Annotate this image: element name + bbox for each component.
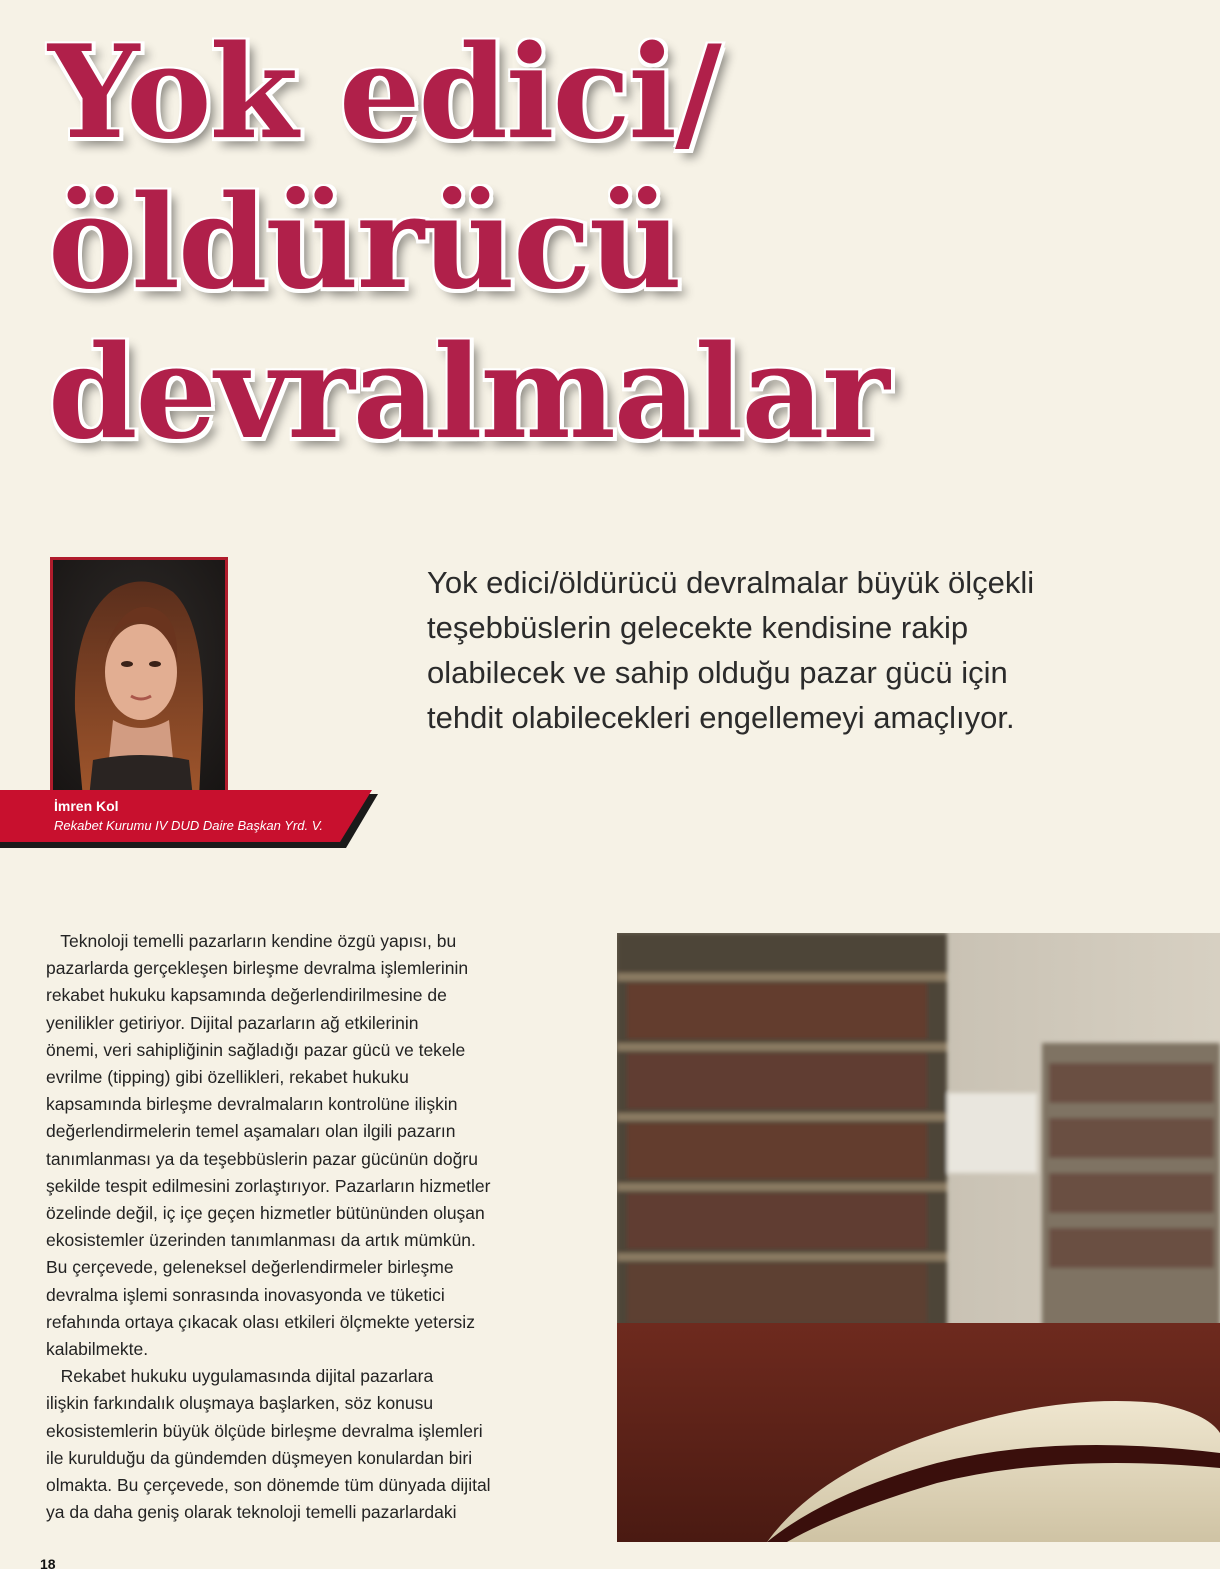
author-name: İmren Kol — [54, 798, 119, 814]
page-number: 18 — [40, 1556, 56, 1569]
body-line: ilişkin farkındalık oluşmaya başlarken, söz konusu — [46, 1393, 434, 1414]
body-line: değerlendirmelerin temel aşamaları olan ilgili pazarın — [46, 1121, 456, 1142]
body-line: kapsamında birleşme devralmaların kontrolüne ilişkin — [46, 1094, 458, 1115]
body-line: pazarlarda gerçekleşen birleşme devralma işlemlerinin — [46, 958, 469, 979]
lead-line: Yok edici/öldürücü devralmalar büyük ölçekli — [427, 565, 1035, 600]
body-line: Teknoloji temelli pazarların kendine özgü yapısı, bu — [46, 931, 457, 951]
body-line: yenilikler getiriyor. Dijital pazarların ağ etkilerinin — [46, 1012, 419, 1033]
body-line: olmakta. Bu çerçevede, son dönemde tüm dünyada dijital — [46, 1475, 491, 1496]
lead-line: teşebbüslerin gelecekte kendisine rakip — [427, 610, 969, 645]
title-line-3: devralmalar — [48, 318, 888, 468]
body-column — [46, 928, 591, 1526]
body-line: devralma işlemi sonrasında inovasyonda ve tüketici — [46, 1284, 445, 1305]
body-line: ekosistemlerin büyük ölçüde birleşme devralma işlemleri — [46, 1420, 483, 1441]
body-line: ekosistemler üzerinden tanımlanması da artık mümkün. — [46, 1230, 476, 1251]
body-line: Rekabet hukuku uygulamasında dijital pazarlara — [46, 1366, 434, 1387]
body-line: özelinde değil, iç içe geçen hizmetler bütününden oluşan — [46, 1203, 485, 1224]
body-line: ya da daha geniş olarak teknoloji temelli pazarlardaki — [46, 1502, 457, 1523]
title-line-2: öldürücü — [48, 168, 681, 318]
library-book-photo — [617, 933, 1220, 1542]
body-line: şekilde tespit edilmesini zorlaştırıyor. Pazarların hizmetler — [46, 1175, 491, 1196]
body-line: kalabilmekte. — [46, 1339, 149, 1360]
lead-line: tehdit olabilecekleri engellemeyi amaçlıyor. — [427, 700, 1015, 735]
author-role: Rekabet Kurumu IV DUD Daire Başkan Yrd. V. — [54, 818, 324, 833]
author-photo — [50, 557, 228, 801]
body-line: tanımlanması ya da teşebbüslerin pazar gücünün doğru — [46, 1148, 478, 1169]
body-line: evrilme (tipping) gibi özellikleri, rekabet hukuku — [46, 1067, 409, 1088]
body-line: ile kurulduğu da gündemden düşmeyen konulardan biri — [46, 1447, 473, 1468]
title-line-1: Yok edici/ — [48, 18, 720, 168]
body-line: Bu çerçevede, geleneksel değerlendirmeler birleşme — [46, 1257, 454, 1278]
article-title — [48, 18, 1148, 468]
lead-line: olabilecek ve sahip olduğu pazar gücü için — [427, 655, 1008, 690]
body-line: rekabet hukuku kapsamında değerlendirilmesine de — [46, 985, 447, 1006]
lead-paragraph — [427, 560, 1167, 740]
body-line: refahında ortaya çıkacak olası etkileri ölçmekte yetersiz — [46, 1311, 475, 1332]
body-line: önemi, veri sahipliğinin sağladığı pazar gücü ve tekele — [46, 1039, 466, 1060]
